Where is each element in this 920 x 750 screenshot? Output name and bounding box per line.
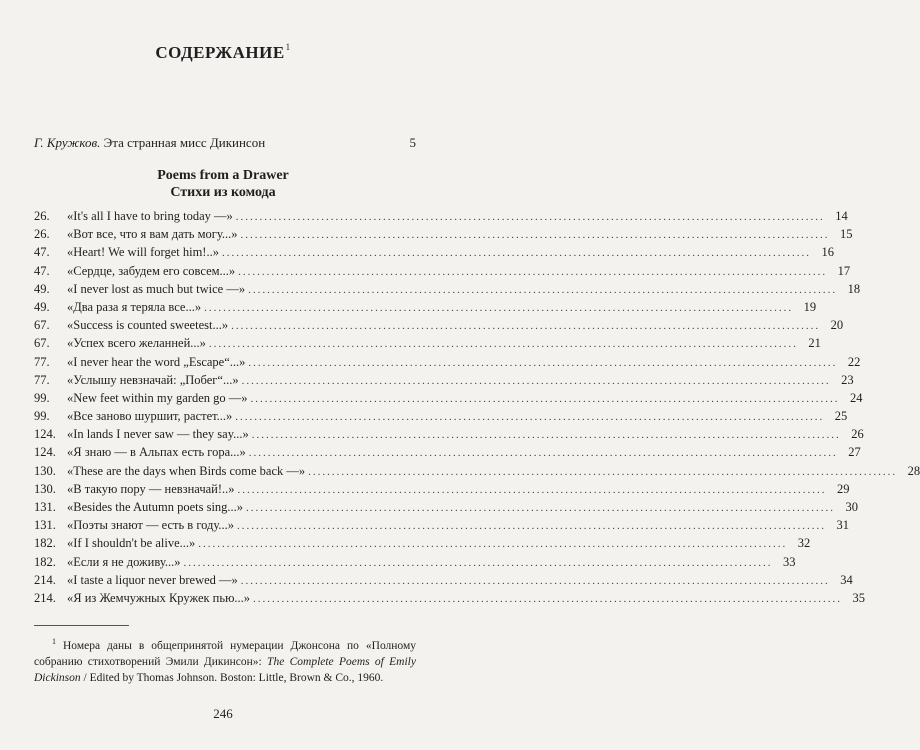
toc-entry-page: 15	[840, 227, 853, 242]
toc-entry	[34, 534, 811, 552]
toc-entry-number: 67.	[34, 336, 50, 351]
section-title-ru: Стихи из комода	[170, 185, 276, 200]
toc-entry	[34, 280, 861, 298]
toc-entry-page: 33	[782, 554, 796, 569]
toc-entry-page: 23	[841, 372, 854, 387]
toc-entry-title: «В такую пору — невзначай!..»	[67, 481, 235, 496]
toc-entry-number: 47.	[34, 245, 50, 260]
toc-entry-page: 16	[821, 245, 834, 260]
page-title	[0, 42, 446, 63]
toc-entry-number: 26.	[34, 209, 50, 223]
toc-entry	[34, 425, 864, 443]
toc-entry-title: «If I shouldn't be alive...»	[67, 536, 196, 551]
toc-entry-title: «Besides the Autumn poets sing...»	[67, 500, 244, 514]
toc-entry-page: 19	[803, 299, 817, 314]
toc-entry-number: 99.	[34, 390, 50, 405]
toc-leader-dots	[198, 535, 787, 553]
toc-entry	[34, 571, 853, 589]
toc-entry-number: 49.	[34, 281, 50, 296]
toc-entry-title: «Я знаю — в Альпах есть гора...»	[67, 445, 246, 460]
toc-entry	[34, 371, 854, 389]
toc-entry-number: 77.	[34, 354, 50, 369]
footnote	[34, 634, 416, 686]
toc-entry-title: «Если я не доживу...»	[67, 554, 181, 569]
toc-entry-title: «New feet within my garden go —»	[67, 390, 248, 405]
toc-entry-title: «It's all I have to bring today —»	[67, 209, 233, 223]
intro-entry	[34, 135, 416, 151]
toc-leader-dots	[242, 372, 831, 390]
toc-entry-page: 29	[837, 481, 850, 496]
toc-entry	[34, 207, 848, 225]
toc-entry	[34, 462, 920, 480]
toc-entry	[34, 589, 866, 607]
toc-entry-number: 77.	[34, 372, 50, 387]
toc-entry-page: 35	[852, 590, 866, 605]
toc-entry	[34, 298, 817, 316]
toc-entry-page: 31	[836, 518, 850, 533]
toc-entry-page: 17	[837, 263, 851, 278]
footnote-text: Номера даны в общепринятой нумерации Джонсона по «Полному собранию стихотворений Эмили Дикинсон»:	[34, 640, 416, 668]
toc-entry	[34, 553, 796, 571]
toc-entry-title: «Все заново шуршит, растет...»	[67, 409, 233, 424]
toc-entry-page: 21	[808, 336, 821, 351]
toc-entry-number: 47.	[34, 263, 50, 278]
toc-entry-title: «These are the days when Birds come back —»	[67, 463, 306, 478]
toc-entry-number: 124.	[34, 445, 56, 460]
toc-leader-dots	[253, 590, 842, 608]
toc-entry-title: «Поэты знают — есть в году...»	[67, 518, 235, 533]
toc-entry-title: «Успех всего желанней...»	[67, 336, 206, 351]
toc-leader-dots	[238, 263, 827, 281]
toc-entry-page: 24	[850, 390, 863, 405]
toc-entry	[34, 225, 853, 243]
toc-entry-page: 30	[845, 500, 859, 514]
toc-leader-dots	[183, 554, 772, 572]
intro-title: Эта странная мисс Дикинсон	[100, 135, 266, 150]
toc-entry-number: 99.	[34, 409, 50, 424]
footnote-marker: 1	[52, 637, 56, 646]
toc-entry-number: 214.	[34, 572, 56, 587]
toc-leader-dots	[246, 499, 835, 517]
toc-entry-title: «Сердце, забудем его совсем...»	[67, 263, 236, 278]
toc-entry	[34, 443, 861, 461]
toc-entry	[34, 262, 851, 280]
toc-entry-page: 20	[830, 318, 844, 333]
title-text: СОДЕРЖАНИЕ	[155, 43, 285, 62]
intro-text	[34, 135, 396, 151]
toc-entry-number: 214.	[34, 590, 56, 605]
toc-leader-dots	[308, 463, 897, 481]
toc-entry-page: 34	[840, 572, 853, 587]
toc-entry-title: «Success is counted sweetest...»	[67, 318, 229, 333]
toc-entry-number: 26.	[34, 227, 50, 242]
toc-leader-dots	[241, 226, 830, 244]
toc-entry-number: 49.	[34, 299, 50, 314]
toc-entry-number: 67.	[34, 318, 50, 333]
toc-entry	[34, 516, 850, 534]
toc-entry	[34, 243, 834, 261]
footnote-rest: / Edited by Thomas Johnson. Boston: Little, Brown & Co., 1960.	[80, 672, 384, 684]
toc-entry	[34, 498, 859, 516]
footnote-book-title: The Complete Poems of Emily Dickinson	[34, 656, 416, 684]
toc-entry-title: «In lands I never saw — they say...»	[67, 427, 249, 442]
toc-entry-page: 32	[797, 536, 811, 551]
toc-entry	[34, 407, 848, 425]
toc-entry-title: «I taste a liquor never brewed —»	[67, 572, 238, 587]
toc-entry-page: 28	[907, 463, 920, 478]
toc-entry-number: 130.	[34, 463, 56, 478]
toc-leader-dots	[209, 335, 798, 353]
toc-leader-dots	[238, 481, 827, 499]
toc-leader-dots	[248, 354, 837, 372]
footnote-rule	[34, 625, 129, 626]
toc-leader-dots	[236, 208, 825, 226]
toc-entry-title: «I never hear the word „Escape“...»	[67, 354, 246, 369]
toc-entry	[34, 389, 863, 407]
toc-entry-number: 124.	[34, 427, 56, 442]
toc-entry-number: 131.	[34, 518, 56, 533]
toc-leader-dots	[237, 517, 826, 535]
toc-entry-title: «Услышу невзначай: „Побег“...»	[67, 372, 239, 387]
toc-entry	[34, 353, 861, 371]
intro-page: 5	[409, 135, 416, 150]
toc-entry-title: «I never lost as much but twice —»	[67, 281, 246, 296]
toc-leader-dots	[249, 444, 838, 462]
toc-leader-dots	[248, 281, 837, 299]
toc-entry-page: 27	[848, 445, 861, 460]
toc-entry-title: «Два раза я теряла все...»	[67, 299, 202, 314]
toc-entry-page: 26	[851, 427, 864, 442]
toc-entry-number: 182.	[34, 554, 56, 569]
toc-entry-number: 130.	[34, 481, 56, 496]
toc-leader-dots	[231, 317, 820, 335]
toc-entry	[34, 480, 850, 498]
toc-entry-page: 22	[847, 354, 861, 369]
toc-entry-title: «Heart! We will forget him!..»	[67, 245, 219, 260]
section-title-en: Poems from a Drawer	[157, 168, 289, 183]
toc-leader-dots	[251, 390, 840, 408]
toc-entry-page: 14	[835, 209, 848, 223]
toc-entry-page: 18	[847, 281, 861, 296]
intro-author: Г. Кружков.	[34, 135, 101, 150]
toc-entry-number: 131.	[34, 500, 56, 514]
toc-list	[34, 207, 920, 607]
toc-leader-dots	[235, 408, 824, 426]
toc-leader-dots	[222, 244, 811, 262]
toc-leader-dots	[241, 572, 830, 590]
toc-entry-title: «Я из Жемчужных Кружек пью...»	[67, 590, 251, 605]
toc-entry-title: «Вот все, что я вам дать могу...»	[67, 227, 238, 242]
toc-entry	[34, 316, 844, 334]
page-number: 246	[213, 706, 233, 721]
toc-entry-page: 25	[834, 409, 848, 424]
toc-leader-dots	[252, 426, 841, 444]
title-footnote-marker: 1	[285, 42, 291, 52]
toc-entry	[34, 334, 821, 352]
toc-entry-number: 182.	[34, 536, 56, 551]
toc-leader-dots	[204, 299, 793, 317]
